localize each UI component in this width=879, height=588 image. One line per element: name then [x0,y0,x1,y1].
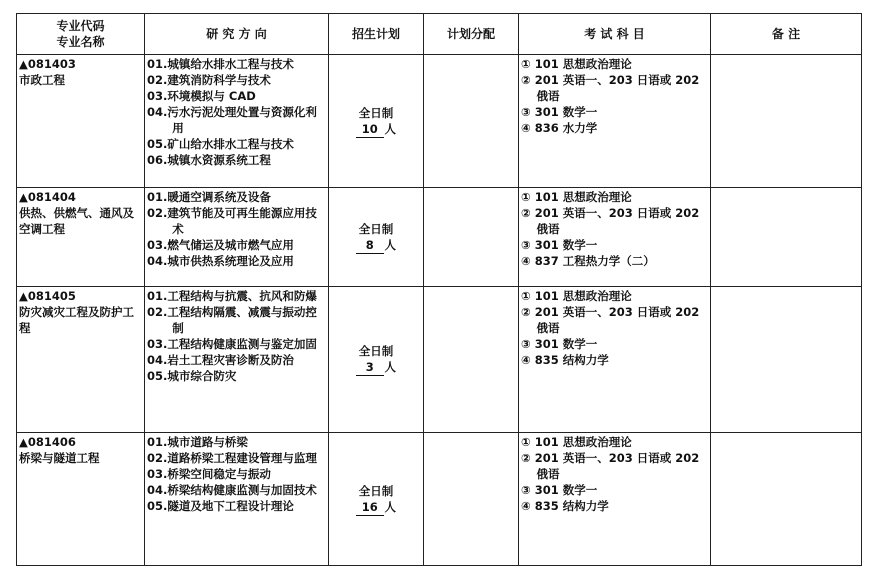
list-item: ③ 301 数学一 [521,337,598,351]
list-item: ④ 836 水力学 [521,121,598,135]
table-header-row [17,14,862,55]
list-item: ④ 837 工程热力学（二） [521,254,655,268]
header-major [17,14,145,55]
plan-count: 16 [356,500,384,516]
direction-list [147,189,326,269]
list-item: 04.污水污泥处理处置与资源化利用 [147,105,317,135]
plan-unit: 人 [384,121,397,136]
major-code: ▲081404 [19,190,76,204]
header-major-name-label: 专业名称 [56,35,105,49]
list-item: 01.城镇给水排水工程与技术 [147,57,294,71]
header-remarks: 备 注 [711,14,862,55]
major-name: 供热、供燃气、通风及空调工程 [19,206,134,236]
header-enrollment: 招生计划 [329,14,424,55]
header-allocation: 计划分配 [424,14,519,55]
admissions-table [16,13,862,566]
list-item: 02.工程结构隔震、减震与振动控制 [147,305,317,335]
allocation-cell [424,433,519,566]
list-item: 03.工程结构健康监测与鉴定加固 [147,337,317,351]
plan-count: 3 [356,360,384,376]
list-item: 03.环境模拟与 CAD [147,89,256,103]
list-item: ② 201 英语一、203 日语或 202 俄语 [521,305,700,335]
list-item: 02.道路桥梁工程建设管理与监理 [147,451,317,465]
major-name: 防灾减灾工程及防护工程 [19,305,134,335]
list-item: 01.暖通空调系统及设备 [147,190,271,204]
list-item: ① 101 思想政治理论 [521,289,632,303]
plan-count: 8 [356,238,384,254]
major-name: 市政工程 [19,73,65,87]
exam-cell [519,55,711,188]
plan-type: 全日制 [358,105,394,120]
list-item: 06.城镇水资源系统工程 [147,153,271,167]
enrollment-cell [329,188,424,287]
enrollment-cell [329,433,424,566]
list-item: 05.隧道及地下工程设计理论 [147,499,294,513]
allocation-cell [424,287,519,433]
enrollment-cell [329,287,424,433]
major-code: ▲081406 [19,435,76,449]
direction-cell [145,188,329,287]
plan-type: 全日制 [358,344,394,358]
list-item: 03.燃气储运及城市燃气应用 [147,238,294,252]
list-item: ② 201 英语一、203 日语或 202 俄语 [521,206,700,236]
subject-list [521,189,708,269]
direction-list [147,434,326,514]
list-item: ④ 835 结构力学 [521,353,609,367]
list-item: ① 101 思想政治理论 [521,435,632,449]
list-item: 05.城市综合防灾 [147,369,237,383]
list-item: 01.工程结构与抗震、抗风和防爆 [147,289,317,303]
direction-cell [145,287,329,433]
list-item: 02.建筑消防科学与技术 [147,73,271,87]
direction-cell [145,433,329,566]
list-item: 02.建筑节能及可再生能源应用技术 [147,206,317,236]
table-row [17,287,862,433]
plan-type: 全日制 [358,483,394,498]
exam-cell [519,287,711,433]
list-item: ③ 301 数学一 [521,238,598,252]
enrollment-cell [329,55,424,188]
major-cell [17,287,145,433]
plan-count: 10 [356,122,384,138]
list-item: ① 101 思想政治理论 [521,190,632,204]
plan-type: 全日制 [358,221,394,236]
header-major-code-label: 专业代码 [56,19,105,33]
major-code: ▲081405 [19,289,76,303]
list-item: ③ 301 数学一 [521,105,598,119]
major-name: 桥梁与隧道工程 [19,451,100,465]
major-cell [17,433,145,566]
subject-list [521,434,708,514]
exam-cell [519,188,711,287]
header-direction: 研 究 方 向 [145,14,329,55]
exam-cell [519,433,711,566]
list-item: 04.岩土工程灾害诊断及防治 [147,353,294,367]
major-code: ▲081403 [19,57,76,71]
major-cell [17,55,145,188]
list-item: 04.桥梁结构健康监测与加固技术 [147,483,317,497]
plan-unit: 人 [384,499,397,514]
subject-list [521,288,708,368]
table-row [17,55,862,188]
allocation-cell [424,188,519,287]
allocation-cell [424,55,519,188]
major-cell [17,188,145,287]
list-item: 03.桥梁空间稳定与振动 [147,467,271,481]
direction-list [147,288,326,384]
subject-list [521,56,708,136]
list-item: ① 101 思想政治理论 [521,57,632,71]
direction-cell [145,55,329,188]
plan-unit: 人 [384,360,397,374]
table-row [17,433,862,566]
list-item: 01.城市道路与桥梁 [147,435,248,449]
plan-unit: 人 [384,237,397,252]
remarks-cell [711,55,862,188]
table-row [17,188,862,287]
direction-list [147,56,326,168]
header-exam: 考 试 科 目 [519,14,711,55]
list-item: ④ 835 结构力学 [521,499,609,513]
list-item: 05.矿山给水排水工程与技术 [147,137,294,151]
list-item: ② 201 英语一、203 日语或 202 俄语 [521,451,700,481]
remarks-cell [711,287,862,433]
remarks-cell [711,433,862,566]
list-item: ② 201 英语一、203 日语或 202 俄语 [521,73,700,103]
remarks-cell [711,188,862,287]
list-item: 04.城市供热系统理论及应用 [147,254,294,268]
list-item: ③ 301 数学一 [521,483,598,497]
